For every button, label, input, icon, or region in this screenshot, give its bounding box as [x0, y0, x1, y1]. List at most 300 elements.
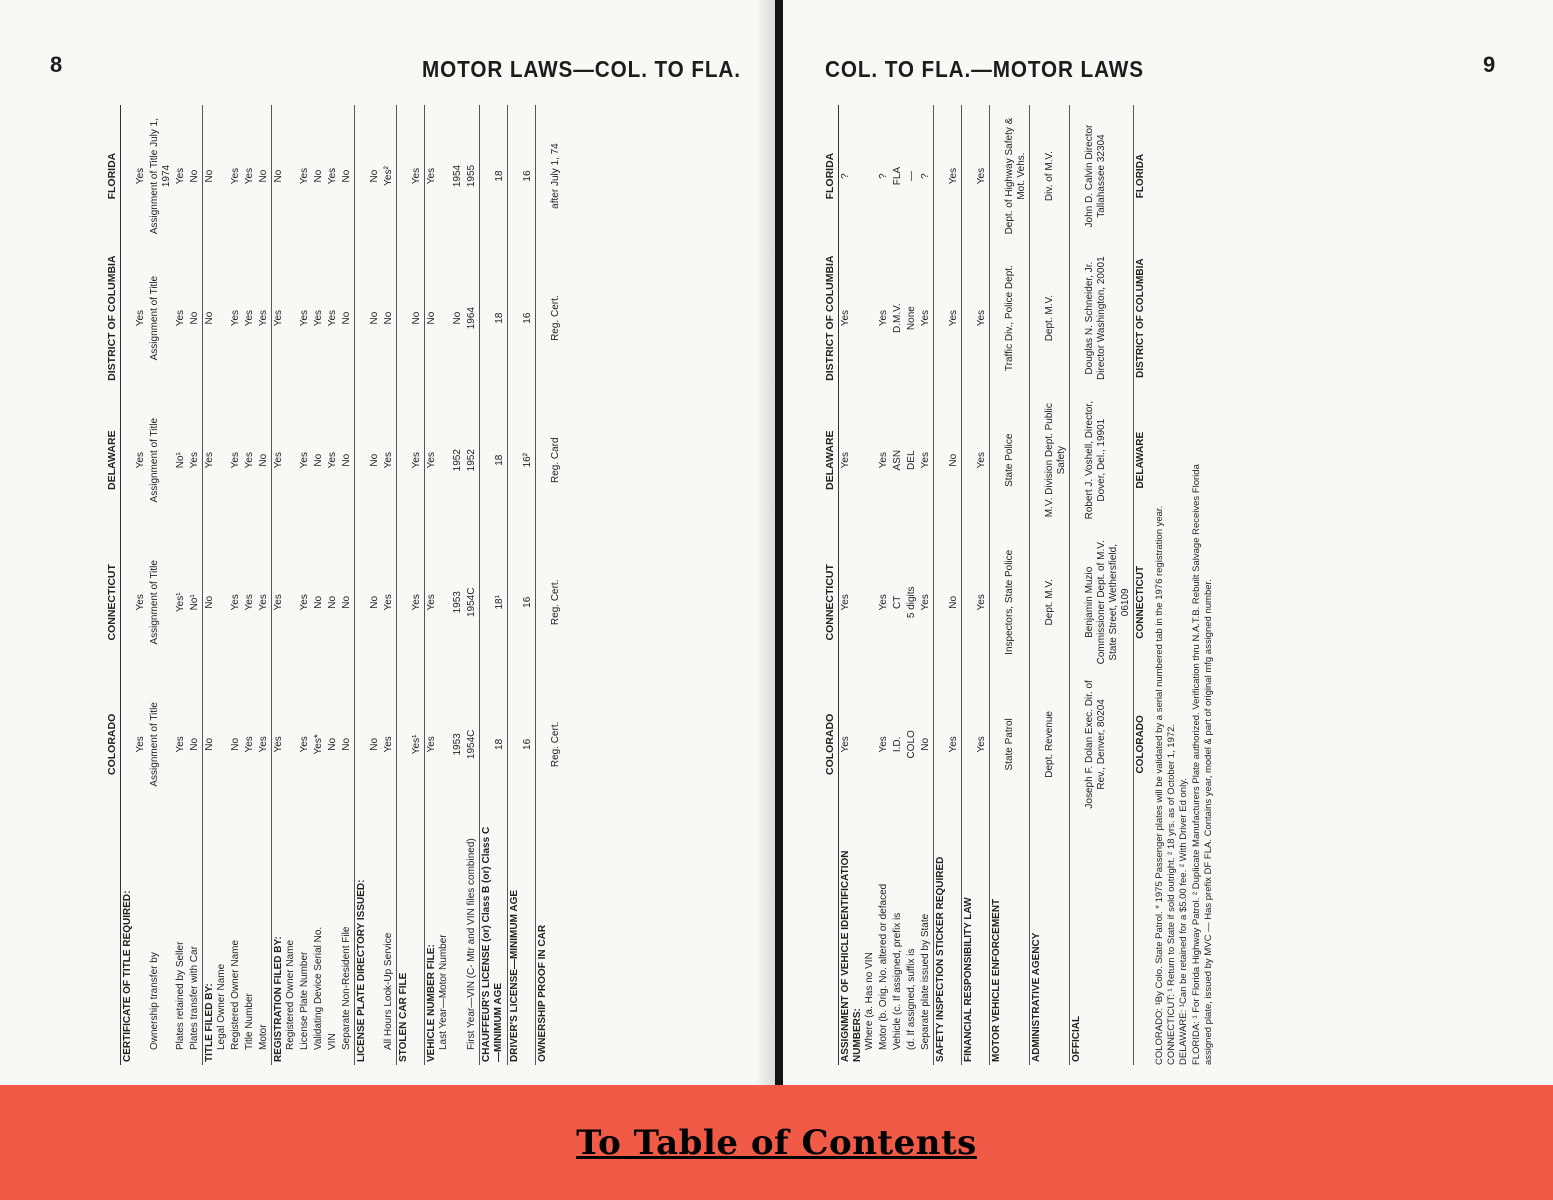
row-label	[535, 815, 563, 1065]
section-3-heading: LICENSE PLATE DIRECTORY ISSUED:	[355, 879, 367, 1062]
cell-value: No	[326, 737, 338, 751]
table-row	[535, 105, 563, 1065]
table-footer-columns-row	[1133, 105, 1148, 1065]
table-row	[243, 105, 257, 1065]
cell-value: No¹	[174, 452, 186, 469]
row-label-text: Plates retained by Seller	[174, 941, 186, 1050]
cell-value: Yes	[961, 247, 989, 389]
cell-value: Yes	[243, 167, 255, 185]
cell-value: 18	[479, 673, 507, 815]
cell-value: Yes	[424, 673, 451, 815]
cell-value: 18	[479, 389, 507, 531]
cell-value: No	[340, 169, 352, 183]
cell-value: No	[271, 105, 298, 247]
row-label	[905, 815, 919, 1065]
cell-value: Yes	[326, 309, 338, 327]
cell-value: No¹	[188, 594, 200, 611]
column-header-connecticut: CONNECTICUT	[106, 564, 118, 641]
cell-value: Assignment of Title	[148, 275, 160, 361]
cell-value: Yes	[396, 105, 424, 247]
column-footer: CONNECTICUT	[1133, 531, 1148, 673]
table-row	[933, 105, 961, 1065]
table-of-contents-link[interactable]: To Table of Contents	[576, 1123, 977, 1163]
row-label-text: License Plate Number	[298, 951, 310, 1050]
cell-value: No	[257, 453, 269, 467]
cell-value: 1953	[451, 591, 463, 614]
cell-value: Yes	[243, 452, 255, 469]
cell-value: D.M.V.	[891, 303, 903, 333]
cell-value: No	[396, 247, 424, 389]
cell-value: Yes	[229, 594, 241, 611]
table-row	[961, 105, 989, 1065]
footnote-line: assigned plate, issued by MVC — Has prefix DF FLA. Contains year, model & part of original mfg assigned number.	[1202, 579, 1214, 1065]
cell-value: 16	[507, 247, 535, 389]
section-0-heading: CERTIFICATE OF TITLE REQUIRED:	[121, 890, 133, 1062]
cell-value: No	[451, 311, 463, 325]
table-row	[174, 105, 188, 1065]
cell-value: COLO	[905, 730, 917, 759]
running-head-right: COL. TO FLA.—MOTOR LAWS	[825, 56, 1144, 82]
right-rotated-table	[823, 105, 1523, 1065]
cell-value: Robert J. Voshell, Director, Dover, Del., 19901	[1069, 389, 1133, 531]
cell-value: Dept. of Highway Safety & Mot. Vehs.	[989, 105, 1029, 247]
row-label	[877, 815, 891, 1065]
cell-value: Yes	[424, 531, 451, 673]
cell-value: Yes	[243, 736, 255, 753]
row-label	[326, 815, 340, 1065]
row-label	[174, 815, 188, 1065]
table-row	[396, 105, 424, 1065]
cell-value: ?	[838, 105, 877, 247]
cell-value: 1954C	[465, 729, 477, 760]
left-gutter-shadow	[755, 0, 775, 1085]
cell-value: Yes	[271, 247, 298, 389]
left-rotated-table	[105, 105, 725, 1065]
row-label	[243, 815, 257, 1065]
table-row	[507, 105, 535, 1065]
cell-value: No	[933, 531, 961, 673]
cell-value: State Police	[989, 389, 1029, 531]
cell-value: Benjamin Muzio Commissioner Dept. of M.V. State Street, Wethersfield, 06109	[1069, 531, 1133, 673]
cell-value: Yes	[257, 594, 269, 611]
cell-value: No	[188, 169, 200, 183]
section-4-heading: STOLEN CAR FILE	[397, 972, 409, 1062]
table-row	[451, 105, 465, 1065]
cell-value: Yes	[271, 389, 298, 531]
column-footer: COLORADO	[1133, 673, 1148, 815]
cell-value: Assignment of Title	[148, 417, 160, 503]
table-row	[424, 105, 451, 1065]
cell-value: 16	[507, 105, 535, 247]
row-label-text: First Year—VIN (C- Mtr and VIN files combined)	[465, 838, 477, 1050]
section-2-heading: REGISTRATION FILED BY:	[272, 936, 284, 1062]
cell-value: CT	[891, 595, 903, 609]
cell-value: after July 1, 74	[535, 105, 563, 247]
row-label-text: (d. If assigned, suffix is	[905, 948, 917, 1050]
cell-value: Yes	[877, 452, 889, 469]
cell-value: No	[340, 595, 352, 609]
row-label	[891, 815, 905, 1065]
section-6-heading: CHAUFFEUR'S LICENSE (or) Class B (or) Class C —MINIMUM AGE	[480, 826, 504, 1062]
cell-value: No	[354, 105, 382, 247]
section-0-heading: ASSIGNMENT OF VEHICLE IDENTIFICATION NUMBERS:	[839, 850, 863, 1062]
cell-value: Dept. M.V.	[1029, 247, 1069, 389]
cell-value: Yes	[933, 105, 961, 247]
cell-value: No	[188, 737, 200, 751]
cell-value: No	[354, 531, 382, 673]
section-4-heading: ADMINISTRATIVE AGENCY	[1030, 932, 1042, 1062]
cell-value: Yes	[174, 167, 186, 185]
cell-value: John D. Calvin Director Tallahassee 32304	[1069, 105, 1133, 247]
cell-value: 18¹	[479, 531, 507, 673]
row-label	[838, 815, 877, 1065]
cell-value: No	[257, 169, 269, 183]
cell-value: ?	[877, 173, 889, 179]
cell-value: Assignment of Title	[148, 702, 160, 787]
column-header-colorado: COLORADO	[106, 713, 118, 775]
cell-value: 18	[479, 247, 507, 389]
table-row	[877, 105, 891, 1065]
cell-value: No	[340, 737, 352, 751]
row-label-text: Title Number	[243, 993, 255, 1050]
cell-value: Yes	[298, 736, 310, 753]
cell-value: 16²	[507, 389, 535, 531]
row-label	[382, 815, 397, 1065]
cell-value: Yes	[271, 673, 298, 815]
row-label	[507, 815, 535, 1065]
column-header-delaware: DELAWARE	[106, 430, 118, 490]
cell-value: Yes	[919, 594, 931, 611]
cell-value: Joseph F. Dolan Exec. Dir. of Rev., Denver, 80204	[1069, 673, 1133, 815]
cell-value: Yes	[120, 105, 148, 247]
cell-value: DEL	[905, 450, 917, 470]
column-header-district-of-columbia: DISTRICT OF COLUMBIA	[106, 255, 118, 381]
table-row	[120, 105, 148, 1065]
cell-value: Yes	[877, 309, 889, 327]
cell-value: Yes	[229, 309, 241, 327]
row-label	[257, 815, 272, 1065]
row-label-text: VIN	[326, 1033, 338, 1050]
cell-value: Yes	[298, 167, 310, 185]
cell-value: 1953	[451, 733, 463, 756]
row-label	[229, 815, 243, 1065]
column-header-delaware: DELAWARE	[824, 430, 836, 490]
row-label-text: Registered Owner Name	[229, 939, 241, 1050]
cell-value: 16	[507, 673, 535, 815]
row-label	[312, 815, 326, 1065]
footnote-line: FLORIDA: ¹ For Florida Highway Patrol. ² Duplicate Manufacturers Plate authorized. Verification thru N.A.T.B. Rebuilt Salvage Receives Florida	[1190, 464, 1202, 1065]
cell-value: No	[354, 673, 382, 815]
row-label-text: Legal Owner Name	[215, 963, 227, 1050]
cell-value: Yes	[120, 531, 148, 673]
row-label-text: Motor	[257, 1024, 269, 1050]
cell-value: Yes	[919, 452, 931, 469]
column-header-florida: FLORIDA	[824, 152, 836, 200]
cell-value: Yes	[312, 309, 324, 327]
cell-value: M.V. Division Dept. Public Safety	[1029, 389, 1069, 531]
cell-value: Yes²	[382, 166, 394, 186]
cell-value: Yes	[188, 452, 200, 469]
motor-law-table	[105, 105, 563, 1065]
cell-value: I.D.	[891, 736, 903, 753]
column-header-florida: FLORIDA	[106, 152, 118, 200]
cell-value: No	[919, 737, 931, 751]
cell-value: No	[354, 389, 382, 531]
row-label	[465, 815, 480, 1065]
table-row	[354, 105, 382, 1065]
cell-value: Yes	[257, 736, 269, 753]
running-head-left: MOTOR LAWS—COL. TO FLA.	[422, 56, 741, 82]
table-row	[326, 105, 340, 1065]
cell-value: Yes	[838, 247, 877, 389]
cell-value: Yes	[120, 247, 148, 389]
row-label	[451, 815, 465, 1065]
cell-value: Yes	[298, 452, 310, 469]
cell-value: No	[312, 595, 324, 609]
row-label	[919, 815, 934, 1065]
cell-value: No	[229, 737, 241, 751]
cell-value: Douglas N. Schneider, Jr. Director Washington, 20001	[1069, 247, 1133, 389]
cell-value: Assignment of Title July 1, 1974	[148, 117, 172, 235]
cell-value: 1954C	[465, 587, 477, 618]
row-label-text: Separate Non-Resident File	[340, 926, 352, 1050]
cell-value: No	[326, 595, 338, 609]
column-header-connecticut: CONNECTICUT	[824, 564, 836, 641]
cell-value: No	[202, 105, 229, 247]
cell-value: 1954	[451, 164, 463, 188]
cell-value: Reg. Cert.	[535, 247, 563, 389]
column-footer: DISTRICT OF COLUMBIA	[1133, 247, 1148, 389]
row-label-text: Ownership transfer by	[148, 952, 160, 1050]
cell-value: 1952	[451, 449, 463, 472]
column-header-colorado: COLORADO	[824, 713, 836, 775]
cell-value: Yes	[424, 105, 451, 247]
section-5-heading: OFFICIAL	[1070, 1015, 1082, 1062]
cell-value: Yes	[961, 389, 989, 531]
table-row	[1069, 105, 1133, 1065]
cell-value: Yes	[396, 389, 424, 531]
cell-value: Yes	[838, 389, 877, 531]
footnote-line: DELAWARE: ¹Can be retained for a $5.00 fee. ² With Driver Ed only.	[1178, 778, 1190, 1065]
table-row	[905, 105, 919, 1065]
section-1-heading: TITLE FILED BY:	[203, 983, 215, 1062]
cell-value: No	[933, 389, 961, 531]
table-row	[202, 105, 229, 1065]
table-row	[382, 105, 397, 1065]
section-1-heading: SAFETY INSPECTION STICKER REQUIRED	[934, 856, 946, 1062]
cell-value: Yes	[202, 389, 229, 531]
row-label-text: Registered Owner Name	[284, 939, 296, 1050]
table-header-row	[105, 105, 120, 1065]
cell-value: Yes	[243, 309, 255, 327]
cell-value: State Patrol	[989, 673, 1029, 815]
cell-value: Yes¹	[396, 673, 424, 815]
cell-value: 16	[507, 531, 535, 673]
cell-value: Reg. Cert.	[535, 673, 563, 815]
column-footer: FLORIDA	[1133, 105, 1148, 247]
cell-value: No	[340, 453, 352, 467]
cell-value: Yes	[424, 389, 451, 531]
row-label	[188, 815, 203, 1065]
cell-value: 1952	[465, 449, 477, 472]
cell-value: No	[202, 673, 229, 815]
row-label	[479, 815, 507, 1065]
cell-value: Yes	[933, 247, 961, 389]
cell-value: Yes	[120, 389, 148, 531]
cell-value: No	[202, 247, 229, 389]
cell-value: Yes	[961, 105, 989, 247]
row-label	[396, 815, 424, 1065]
table-row	[257, 105, 272, 1065]
table-row	[148, 105, 174, 1065]
table-row	[891, 105, 905, 1065]
cell-value: No	[354, 247, 382, 389]
column-footer: DELAWARE	[1133, 389, 1148, 531]
cell-value: Yes	[174, 309, 186, 327]
row-label	[148, 815, 174, 1065]
row-label	[298, 815, 312, 1065]
cell-value: Yes	[174, 736, 186, 753]
cell-value: No	[312, 453, 324, 467]
cell-value: None	[905, 306, 917, 331]
section-7-heading: DRIVER'S LICENSE—MINIMUM AGE	[508, 889, 520, 1062]
section-8-heading: OWNERSHIP PROOF IN CAR	[536, 924, 548, 1062]
cell-value: Yes	[396, 531, 424, 673]
row-label	[354, 815, 382, 1065]
cell-value: No	[188, 311, 200, 325]
cell-value: Yes*	[312, 734, 324, 755]
footer-banner	[0, 1085, 1553, 1200]
row-label	[961, 815, 989, 1065]
cell-value: No	[382, 311, 394, 325]
right-page	[783, 0, 1553, 1085]
cell-value: Yes	[838, 673, 877, 815]
cell-value: 1955	[465, 164, 477, 188]
cell-value: Yes	[229, 452, 241, 469]
cell-value: 1964	[465, 307, 477, 330]
table-row	[340, 105, 355, 1065]
cell-value: Yes	[298, 309, 310, 327]
row-label	[1029, 815, 1069, 1065]
cell-value: Yes	[382, 452, 394, 469]
row-label	[120, 815, 148, 1065]
table-row	[1029, 105, 1069, 1065]
cell-value: Div. of M.V.	[1029, 105, 1069, 247]
table-row	[838, 105, 877, 1065]
page-number-right: 9	[1483, 52, 1496, 77]
cell-value: No	[424, 247, 451, 389]
cell-value: Dept. M.V.	[1029, 531, 1069, 673]
section-5-heading: VEHICLE NUMBER FILE:	[425, 944, 437, 1062]
row-label	[202, 815, 229, 1065]
cell-value: Yes	[326, 167, 338, 185]
footnote-line: CONNECTICUT: ¹ Return to State if sold outright. ² 18 yrs. as of October 1, 1972.	[1165, 723, 1177, 1065]
page-number-left: 8	[50, 52, 63, 77]
row-label-text: Last Year—Motor Number	[437, 934, 449, 1050]
cell-value: ASN	[891, 449, 903, 471]
cell-value: Reg. Cert.	[535, 531, 563, 673]
cell-value: Yes	[933, 673, 961, 815]
table-row	[479, 105, 507, 1065]
footnote-line: COLORADO: ¹By Colo. State Patrol. * 1975 Passenger plates will be validated by a serial numbered tab in the 1976 registration year.	[1153, 505, 1165, 1065]
cell-value: Assignment of Title	[148, 560, 160, 645]
table-row	[271, 105, 298, 1065]
footer-blank	[1133, 815, 1148, 1065]
cell-value: No	[340, 311, 352, 325]
cell-value: Dept. Revenue	[1029, 673, 1069, 815]
cell-value: Yes	[326, 452, 338, 469]
right-table-area	[823, 105, 1523, 1065]
cell-value: 18	[479, 105, 507, 247]
section-3-heading: MOTOR VEHICLE ENFORCEMENT	[990, 898, 1002, 1062]
left-page	[0, 0, 775, 1085]
row-label	[933, 815, 961, 1065]
cell-value: No	[312, 169, 324, 183]
cell-value: Yes	[243, 594, 255, 611]
section-2-heading: FINANCIAL RESPONSIBILITY LAW	[962, 897, 974, 1062]
cell-value: No	[202, 531, 229, 673]
cell-value: 5 digits	[905, 586, 917, 619]
row-label	[989, 815, 1029, 1065]
table-row	[989, 105, 1029, 1065]
table-row	[919, 105, 934, 1065]
footnotes	[1148, 105, 1216, 1065]
cell-value: Yes	[382, 594, 394, 611]
cell-value: Yes	[298, 594, 310, 611]
header-blank	[105, 815, 120, 1065]
cell-value: Yes	[382, 736, 394, 753]
table-row	[298, 105, 312, 1065]
cell-value: FLA	[891, 166, 903, 186]
cell-value: —	[905, 171, 917, 182]
row-label-text: Plates transfer with Car	[188, 946, 200, 1050]
cell-value: ?	[919, 173, 931, 179]
table-header-row	[823, 105, 838, 1065]
row-label-text: Motor (b. Orig. No. altered or defaced	[877, 883, 889, 1050]
cell-value: Yes¹	[174, 592, 186, 613]
row-label-text: All Hours Look-Up Service	[382, 932, 394, 1050]
table-row	[312, 105, 326, 1065]
cell-value: Yes	[877, 594, 889, 611]
row-label-text: Validating Device Serial No.	[312, 926, 324, 1050]
cell-value: Yes	[961, 531, 989, 673]
cell-value: Yes	[838, 531, 877, 673]
row-label-text: Vehicle (c. If assigned, prefix is	[891, 912, 903, 1050]
left-table-area	[105, 105, 725, 1065]
row-label	[340, 815, 355, 1065]
row-label-text: Separate plate issued by State	[919, 913, 931, 1050]
column-header-district-of-columbia: DISTRICT OF COLUMBIA	[824, 255, 836, 381]
cell-value: Yes	[271, 531, 298, 673]
cell-value: Yes	[229, 167, 241, 185]
cell-value: Traffic Div., Police Dept.	[989, 247, 1029, 389]
cell-value: Yes	[961, 673, 989, 815]
header-blank	[823, 815, 838, 1065]
cell-value: Reg. Card	[535, 389, 563, 531]
row-label	[424, 815, 451, 1065]
cell-value: Yes	[120, 673, 148, 815]
cell-value: Yes	[919, 309, 931, 327]
row-label	[1069, 815, 1133, 1065]
motor-law-table	[823, 105, 1148, 1065]
row-label-text: Where (a. Has no VIN	[863, 952, 875, 1050]
row-label	[271, 815, 298, 1065]
book-gutter	[775, 0, 783, 1085]
table-row	[229, 105, 243, 1065]
cell-value: Inspectors, State Police	[989, 531, 1029, 673]
cell-value: Yes	[257, 309, 269, 327]
cell-value: Yes	[877, 736, 889, 753]
